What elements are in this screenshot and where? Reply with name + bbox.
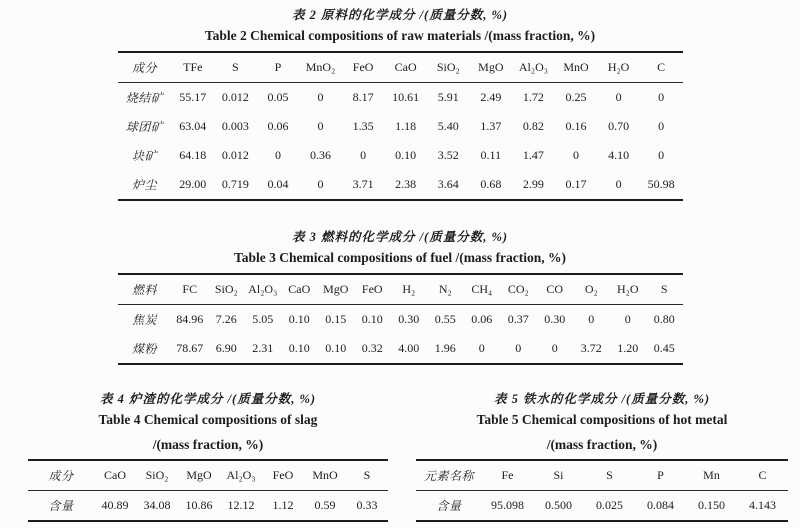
column-header: TFe <box>183 60 203 74</box>
table-cell: 0.10 <box>288 341 310 355</box>
table-cell: 1.18 <box>395 119 417 133</box>
table-cell: 0 <box>588 312 595 326</box>
table-cell: 0 <box>317 119 324 133</box>
table-row <box>118 305 683 335</box>
table-cell: 0 <box>658 148 665 162</box>
table-cell: 0 <box>515 341 522 355</box>
table-cell: 0 <box>478 341 485 355</box>
table-cell: 0.500 <box>545 498 572 512</box>
table-cell: 1.96 <box>434 341 456 355</box>
table-head <box>118 52 683 83</box>
table-cell: 块矿 <box>131 149 157 163</box>
table-cell: 34.08 <box>143 498 171 512</box>
table-cell: 0.012 <box>221 148 249 162</box>
table2-caption-en: Table 2 Chemical compositions of raw materials /(mass fraction, %) <box>204 28 596 43</box>
column-header: Si <box>553 468 564 482</box>
table-cell: 4.00 <box>398 341 420 355</box>
table-cell: 0.10 <box>288 312 310 326</box>
table-cell: 7.26 <box>215 312 237 326</box>
column-header: MnO <box>312 468 338 482</box>
column-header: Al₂O₃ <box>518 60 548 74</box>
table-cell: 0.37 <box>507 312 529 326</box>
table-head <box>28 460 388 491</box>
column-header: FeO <box>352 60 374 74</box>
column-header: CaO <box>288 282 311 296</box>
table-cell: 5.05 <box>252 312 274 326</box>
table-cell: 0.30 <box>398 312 420 326</box>
table-row <box>118 141 683 170</box>
header-row <box>118 274 683 305</box>
table-row <box>416 491 788 522</box>
table-cell: 含量 <box>48 499 74 513</box>
table-cell: 1.12 <box>272 498 294 512</box>
table-cell: 0.25 <box>565 90 587 104</box>
table-head <box>416 460 788 491</box>
column-header: Mn <box>703 468 720 482</box>
table-cell: 0 <box>551 341 558 355</box>
column-header: CaO <box>394 60 417 74</box>
column-header: H₂O <box>607 60 630 74</box>
table-row <box>118 334 683 364</box>
table4-caption-zh: 表 4 炉渣的化学成分 /(质量分数, %) <box>99 392 317 406</box>
header-row <box>416 460 788 491</box>
column-header: SiO₂ <box>436 60 460 74</box>
column-header: CO <box>546 282 564 296</box>
table-cell: 0 <box>658 119 665 133</box>
table-cell: 煤粉 <box>131 342 157 356</box>
column-header: S <box>363 468 371 482</box>
table-cell: 0.719 <box>221 177 249 191</box>
table-cell: 1.72 <box>522 90 544 104</box>
table-cell: 0 <box>317 90 324 104</box>
table-cell: 0.04 <box>267 177 289 191</box>
table3-fuel <box>118 273 683 365</box>
table-cell: 0.82 <box>522 119 544 133</box>
column-header: MgO <box>478 60 504 74</box>
column-header: Al₂O₃ <box>248 282 278 296</box>
table-cell: 0.32 <box>361 341 383 355</box>
table-cell: 1.20 <box>617 341 639 355</box>
table-cell: 3.71 <box>352 177 374 191</box>
table3-caption-en: Table 3 Chemical compositions of fuel /(mass fraction, %) <box>233 250 567 265</box>
column-header: P <box>274 60 282 74</box>
table-cell: 3.72 <box>580 341 602 355</box>
table-cell: 0.45 <box>653 341 675 355</box>
table-cell: 12.12 <box>227 498 255 512</box>
table-body <box>118 83 683 201</box>
table-cell: 0 <box>317 177 324 191</box>
column-header: 成分 <box>131 61 157 75</box>
table-cell: 64.18 <box>179 148 207 162</box>
table5-section <box>416 390 788 522</box>
column-header: MgO <box>323 282 349 296</box>
table-cell: 0.15 <box>325 312 347 326</box>
table-cell: 1.37 <box>480 119 502 133</box>
table4-caption-en-line1: Table 4 Chemical compositions of slag <box>98 412 318 427</box>
table-cell: 10.86 <box>185 498 213 512</box>
table-row <box>118 83 683 113</box>
table-cell: 2.38 <box>395 177 417 191</box>
column-header: MnO <box>563 60 589 74</box>
table-cell: 0 <box>658 90 665 104</box>
table-cell: 0.17 <box>565 177 587 191</box>
table-cell: 5.40 <box>437 119 459 133</box>
table-cell: 3.64 <box>437 177 459 191</box>
table-cell: 78.67 <box>176 341 204 355</box>
column-header: S <box>660 282 668 296</box>
table-cell: 0.59 <box>314 498 336 512</box>
table-cell: 5.91 <box>437 90 459 104</box>
table-cell: 0.003 <box>221 119 249 133</box>
table-cell: 2.99 <box>522 177 544 191</box>
table-cell: 63.04 <box>179 119 207 133</box>
column-header: FeO <box>272 468 294 482</box>
table3-caption-zh: 表 3 燃料的化学成分 /(质量分数, %) <box>291 230 509 244</box>
column-header: C <box>657 60 666 74</box>
column-header: C <box>758 468 767 482</box>
table2-section <box>0 6 800 201</box>
table5-hot-metal <box>416 459 788 522</box>
column-header: CH₄ <box>471 282 493 296</box>
table-cell: 0 <box>615 177 622 191</box>
table-cell: 0.150 <box>698 498 725 512</box>
table4-section <box>28 390 388 522</box>
table-cell: 4.143 <box>749 498 776 512</box>
table-cell: 0.084 <box>647 498 674 512</box>
table-cell: 0 <box>360 148 367 162</box>
table-cell: 0 <box>572 148 579 162</box>
column-header: SiO₂ <box>214 282 238 296</box>
table-cell: 0 <box>624 312 631 326</box>
column-header: Fe <box>501 468 514 482</box>
column-header: H₂ <box>402 282 416 296</box>
table-cell: 炉尘 <box>131 178 157 192</box>
table-cell: 4.10 <box>608 148 630 162</box>
table-cell: 0.70 <box>608 119 630 133</box>
table-body <box>28 491 388 522</box>
table-row <box>118 112 683 141</box>
table2-caption-zh: 表 2 原料的化学成分 /(质量分数, %) <box>291 8 509 22</box>
table-cell: 55.17 <box>179 90 207 104</box>
table-cell: 0.10 <box>395 148 417 162</box>
table-cell: 0.05 <box>267 90 289 104</box>
table5-caption-zh: 表 5 铁水的化学成分 /(质量分数, %) <box>493 392 711 406</box>
table-cell: 球团矿 <box>125 120 164 134</box>
table-cell: 0 <box>274 148 281 162</box>
table5-caption-en-line1: Table 5 Chemical compositions of hot metal <box>476 412 728 427</box>
table-cell: 1.47 <box>522 148 544 162</box>
table-cell: 0.10 <box>325 341 347 355</box>
table-body <box>416 491 788 522</box>
table-cell: 40.89 <box>101 498 129 512</box>
table-cell: 0.36 <box>310 148 332 162</box>
table-cell: 1.35 <box>352 119 374 133</box>
table-row <box>118 170 683 200</box>
table2-raw-materials <box>118 51 683 201</box>
table-cell: 0.10 <box>361 312 383 326</box>
table-cell: 3.52 <box>437 148 459 162</box>
table-cell: 0.33 <box>356 498 378 512</box>
header-row <box>118 52 683 83</box>
column-header: Al₂O₃ <box>226 468 256 482</box>
column-header: SiO₂ <box>145 468 169 482</box>
table-cell: 0.06 <box>471 312 493 326</box>
table3-section <box>0 228 800 365</box>
column-header: P <box>657 468 664 482</box>
table-cell: 0.68 <box>480 177 502 191</box>
column-header: O₂ <box>584 282 598 296</box>
column-header: 燃料 <box>131 283 157 297</box>
column-header: S <box>606 468 613 482</box>
column-header: CaO <box>104 468 126 482</box>
column-header: 成分 <box>48 469 74 483</box>
table5-caption-en-line2: /(mass fraction, %) <box>546 437 658 452</box>
table-row <box>28 491 388 522</box>
column-header: H₂O <box>616 282 639 296</box>
column-header: MgO <box>186 468 212 482</box>
column-header: FC <box>182 282 198 296</box>
table-cell: 焦炭 <box>131 313 157 327</box>
table4-caption-en-line2: /(mass fraction, %) <box>152 437 264 452</box>
table-cell: 50.98 <box>647 177 675 191</box>
table-cell: 0.80 <box>653 312 675 326</box>
table-cell: 6.90 <box>215 341 237 355</box>
table-cell: 2.49 <box>480 90 502 104</box>
table-cell: 8.17 <box>352 90 374 104</box>
table-cell: 29.00 <box>179 177 207 191</box>
column-header: CO₂ <box>507 282 529 296</box>
table-cell: 2.31 <box>252 341 274 355</box>
column-header: MnO₂ <box>305 60 336 74</box>
header-row <box>28 460 388 491</box>
table-body <box>118 305 683 365</box>
table-cell: 0.025 <box>596 498 623 512</box>
column-header: N₂ <box>438 282 452 296</box>
table-cell: 84.96 <box>176 312 204 326</box>
table4-slag <box>28 459 388 522</box>
bottom-tables-row <box>0 390 800 522</box>
table-cell: 烧结矿 <box>125 91 164 105</box>
table-cell: 95.098 <box>491 498 524 512</box>
table-cell: 0.11 <box>480 148 502 162</box>
table-head <box>118 274 683 305</box>
table-cell: 0 <box>615 90 622 104</box>
table-cell: 10.61 <box>392 90 420 104</box>
table-cell: 0.06 <box>267 119 289 133</box>
column-header: S <box>232 60 239 74</box>
table-cell: 0.55 <box>434 312 456 326</box>
table-cell: 0.16 <box>565 119 587 133</box>
column-header: 元素名称 <box>423 469 474 483</box>
column-header: FeO <box>361 282 383 296</box>
table-cell: 0.012 <box>221 90 249 104</box>
table-cell: 含量 <box>436 499 462 513</box>
table-cell: 0.30 <box>544 312 566 326</box>
